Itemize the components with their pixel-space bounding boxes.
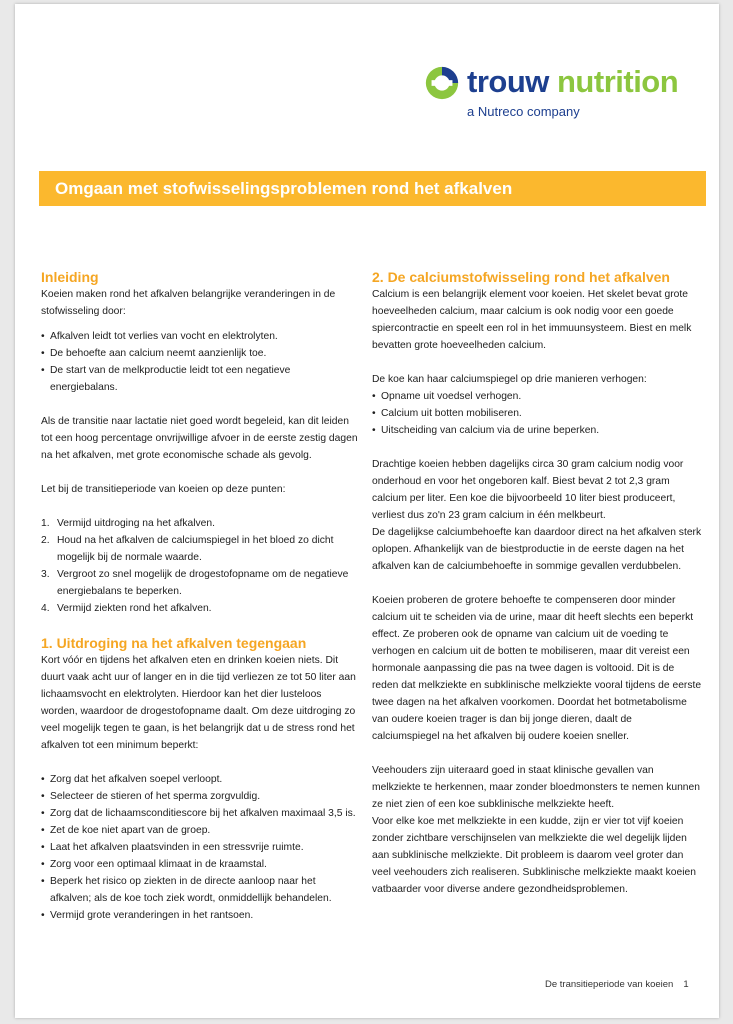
title-banner <box>39 171 706 206</box>
list-item: • Afkalven leidt tot verlies van vocht en elektrolyten. <box>41 328 359 345</box>
list-item: 1. Vermijd uitdroging na het afkalven. <box>41 518 215 529</box>
section2-paragraph: Calcium is een belangrijk element voor koeien. Het skelet bevat grote hoeveelheden calcium, maar calcium is ook nodig voor een goede spiercontractie en speelt een rol in het immuunsysteem. Biest en melk bevatten grote hoeveelheden calcium. <box>372 289 692 351</box>
company-logo <box>423 64 713 124</box>
list-item: • Opname uit voedsel verhogen. <box>372 388 702 405</box>
section2-bullet-list <box>372 388 702 439</box>
list-item: • Zorg dat het afkalven soepel verloopt. <box>41 771 359 788</box>
section2-methods-intro: De koe kan haar calciumspiegel op drie manieren verhogen: <box>372 374 647 385</box>
document-title: Omgaan met stofwisselingsproblemen rond het afkalven <box>55 179 513 198</box>
section2-paragraph: Voor elke koe met melkziekte in een kudde, zijn er vier tot vijf koeien zonder zichtbare verschijnselen van melkziekte die wel degelijk lijden aan subklinische melkziekte. Dit probleem is daarom veel groter dan veel veehouders zich realiseren. Subklinische melkziekte maakt koeien vatbaarder voor diverse andere gezondheidsproblemen. <box>372 816 696 895</box>
transition-text: Als de transitie naar lactatie niet goed wordt begeleid, kan dit leiden tot een hoog percentage onvrijwillige afvoer in de eerste zestig dagen na het afkalven, met grote economische schade als gevolg. <box>41 416 358 461</box>
intro-bullet-list <box>41 328 359 396</box>
page-footer <box>545 979 689 990</box>
logo-word-trouw: trouw <box>467 64 549 99</box>
section2-paragraph: Koeien proberen de grotere behoefte te compenseren door minder calcium uit te scheiden via de urine, maar dit heeft slechts een beperkt effect. Ze proberen ook de opname van calcium uit de voeding te verhogen en calcium uit de botten te mobiliseren, maar dit vereist een hormonale aanpassing die pas na twee dagen is voltooid. Dit is de reden dat melkziekte en subklinische melkziekte vooral tijdens de eerste twee dagen na het afkalven voorkomen. Doordat het botmetabolisme van oudere koeien trager is dan bij jonge dieren, daalt de calciumspiegel na het afkalven bij oudere koeien sneller. <box>372 595 702 742</box>
intro-heading: Inleiding <box>41 269 99 285</box>
list-item: • Vermijd grote veranderingen in het rantsoen. <box>41 907 359 924</box>
section1-text: Kort vóór en tijdens het afkalven eten en drinken koeien niets. Dit duurt vaak acht uur of langer en in die tijd verliezen ze tot 50 liter aan lichaamsvocht en elektrolyten. Hierdoor kan het dier lusteloos worden, waardoor de drogestofopname daalt. Om deze uitdroging zo veel mogelijk tegen te gaan, is het belangrijk dat u de stress rond het afkalven tot een minimum beperkt: <box>41 655 356 751</box>
section1-bullet-list <box>41 771 359 924</box>
list-item: • Zorg dat de lichaamsconditiescore bij het afkalven maximaal 3,5 is. <box>41 805 359 822</box>
list-item: 2. Houd na het afkalven de calciumspiegel in het bloed zo dicht mogelijk bij de normale waarde. <box>41 535 334 563</box>
list-item: 4. Vermijd ziekten rond het afkalven. <box>41 603 212 614</box>
section2-heading: 2. De calciumstofwisseling rond het afkalven <box>372 269 670 285</box>
list-item: • Uitscheiding van calcium via de urine beperken. <box>372 422 702 439</box>
list-item: • Selecteer de stieren of het sperma zorgvuldig. <box>41 788 359 805</box>
document-page <box>15 4 719 1018</box>
list-item: • Laat het afkalven plaatsvinden in een stressvrije ruimte. <box>41 839 359 856</box>
trouw-logo-icon <box>423 64 461 102</box>
points-intro: Let bij de transitieperiode van koeien op deze punten: <box>41 484 286 495</box>
list-item: • Zorg voor een optimaal klimaat in de kraamstal. <box>41 856 359 873</box>
section2-paragraph: Drachtige koeien hebben dagelijks circa 30 gram calcium nodig voor onderhoud en voor het ongeboren kalf. Biest bevat 2 tot 2,3 gram calcium per liter. Een koe die bijvoorbeeld 10 liter biest produceert, verliest dus zo'n 23 gram calcium in één melkbeurt. <box>372 459 684 521</box>
left-column <box>41 268 359 924</box>
page-number: 1 <box>683 979 689 990</box>
section2-paragraph: De dagelijkse calciumbehoefte kan daardoor direct na het afkalven sterk oplopen. Afhankelijk van de biestproductie in de eerste dagen na het afkalven kan de calciumbehoefte in sommige gevallen verdubbelen. <box>372 527 702 572</box>
logo-wordmark <box>467 64 678 100</box>
list-item: • De start van de melkproductie leidt tot een negatieve energiebalans. <box>41 362 359 396</box>
footer-text: De transitieperiode van koeien <box>545 979 674 990</box>
list-item: • De behoefte aan calcium neemt aanzienlijk toe. <box>41 345 359 362</box>
logo-subtitle: a Nutreco company <box>467 104 580 119</box>
right-column <box>372 268 702 898</box>
list-item: 3. Vergroot zo snel mogelijk de drogestofopname om de negatieve energiebalans te beperken. <box>41 569 349 597</box>
intro-text: Koeien maken rond het afkalven belangrijke veranderingen in de stofwisseling door: <box>41 289 336 317</box>
list-item: • Beperk het risico op ziekten in de directe aanloop naar het afkalven; als de koe toch ziek wordt, onmiddellijk behandelen. <box>41 873 359 907</box>
section2-paragraph: Veehouders zijn uiteraard goed in staat klinische gevallen van melkziekte te herkennen, maar zonder bloedmonsters te nemen kunnen ze niet zien of een koe subklinische melkziekte heeft. <box>372 765 700 810</box>
list-item: • Zet de koe niet apart van de groep. <box>41 822 359 839</box>
points-list <box>41 515 359 617</box>
section1-heading: 1. Uitdroging na het afkalven tegengaan <box>41 635 307 651</box>
list-item: • Calcium uit botten mobiliseren. <box>372 405 702 422</box>
logo-word-nutrition: nutrition <box>557 64 679 99</box>
